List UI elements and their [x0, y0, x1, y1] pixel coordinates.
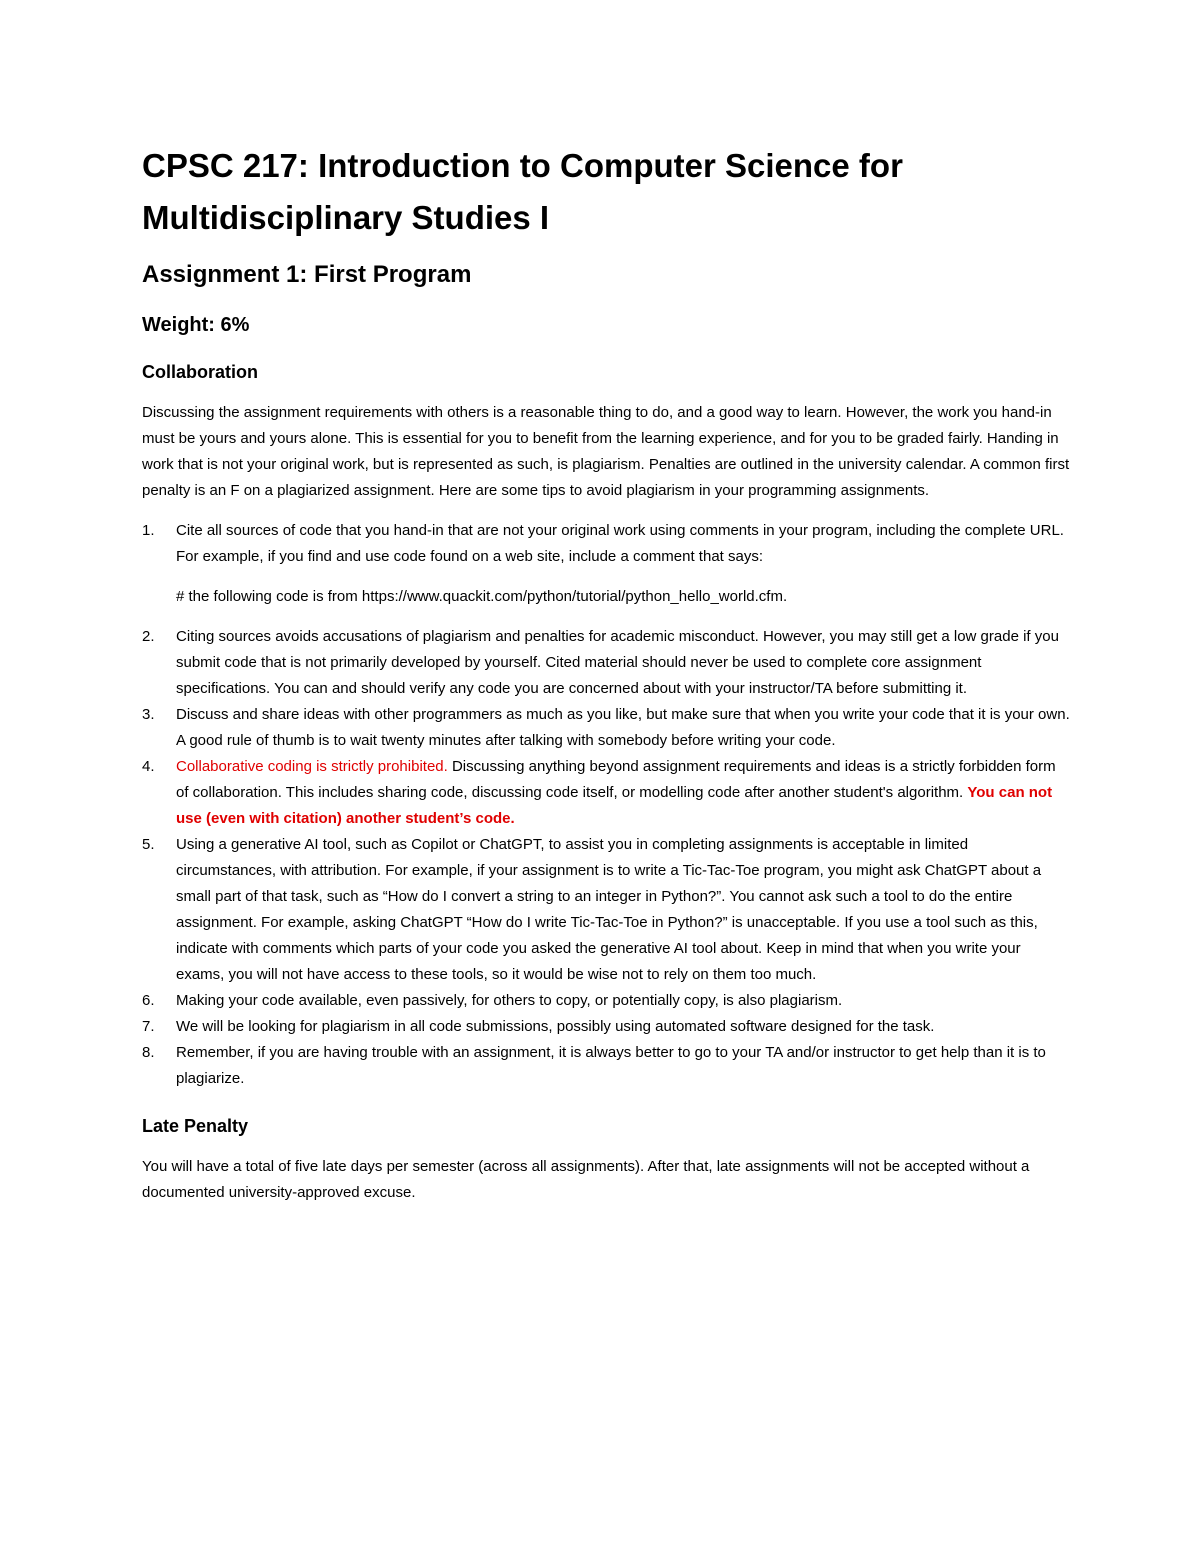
- list-item: [142, 754, 1072, 832]
- late-penalty-heading: Late Penalty: [142, 1116, 249, 1136]
- assignment-title: Assignment 1: First Program: [142, 261, 472, 288]
- citation-example: # the following code is from https://www.quackit.com/python/tutorial/python_hello_world.cfm.: [176, 588, 788, 605]
- document-title: CPSC 217: Introduction to Computer Science for Multidisciplinary Studies I: [142, 147, 903, 236]
- list-item-text: Making your code available, even passively, for others to copy, or potentially copy, is also plagiarism.: [176, 992, 843, 1009]
- weight-heading: Weight: 6%: [142, 314, 250, 336]
- list-item-text: Remember, if you are having trouble with an assignment, it is always better to go to your TA and/or instructor to get help than it is to plagiarize.: [176, 1044, 1046, 1087]
- list-number: 7.: [142, 1018, 155, 1035]
- list-number: 6.: [142, 992, 155, 1009]
- list-number: 1.: [142, 522, 155, 539]
- list-item-text: Using a generative AI tool, such as Copilot or ChatGPT, to assist you in completing assignments is acceptable in limited circumstances, with attribution. For example, if your assignment is to write a Tic-Tac-Toe program, you might ask ChatGPT about a small part of that task, such as “How do I convert a string to an integer in Python?”. You cannot ask such a tool to do the entire assignment. For example, asking ChatGPT “How do I write Tic-Tac-Toe in Python?” is unacceptable. If you use a tool such as this, indicate with comments which parts of your code you asked the generative AI tool about. Keep in mind that when you write your exams, you will not have access to these tools, so it would be wise not to rely on them too much.: [176, 836, 1042, 983]
- prohibition-warning: Collaborative coding is strictly prohibited.: [176, 758, 448, 775]
- list-item: [142, 832, 1072, 988]
- document-page: [142, 140, 1072, 1206]
- list-item: [142, 624, 1072, 702]
- list-number: 2.: [142, 628, 155, 645]
- collaboration-heading: Collaboration: [142, 362, 258, 382]
- list-item: [142, 988, 1072, 1014]
- list-item-text: Citing sources avoids accusations of plagiarism and penalties for academic misconduct. However, you may still get a low grade if you submit code that is not primarily developed by yourself. Cited material should never be used to complete core assignment specifications. You can and should verify any code you are concerned about with your instructor/TA before submitting it.: [176, 628, 1059, 697]
- list-item-text: We will be looking for plagiarism in all code submissions, possibly using automated software designed for the task.: [176, 1018, 935, 1035]
- list-item: [142, 1014, 1072, 1040]
- citation-warning: You can not use (even with citation) another student’s code.: [176, 784, 1053, 827]
- list-number: 5.: [142, 836, 155, 853]
- plagiarism-tips-list: [142, 518, 1072, 1092]
- collaboration-paragraph: Discussing the assignment requirements with others is a reasonable thing to do, and a good way to learn. However, the work you hand-in must be yours and yours alone. This is essential for you to benefit from the learning experience, and for you to be graded fairly. Handing in work that is not your original work, but is represented as such, is plagiarism. Penalties are outlined in the university calendar. A common first penalty is an F on a plagiarized assignment. Here are some tips to avoid plagiarism in your programming assignments.: [142, 404, 1070, 499]
- list-number: 8.: [142, 1044, 155, 1061]
- list-item: [142, 1040, 1072, 1092]
- list-number: 4.: [142, 758, 155, 775]
- list-item: [142, 702, 1072, 754]
- list-number: 3.: [142, 706, 155, 723]
- list-item-text: Cite all sources of code that you hand-in that are not your original work using comments in your program, including the complete URL. For example, if you find and use code found on a web site, include a comment that says:: [176, 522, 1064, 565]
- list-item-text: Discussing anything beyond assignment requirements and ideas is a strictly forbidden form of collaboration. This includes sharing code, discussing code itself, or modelling code after another student's algorithm.: [176, 758, 1056, 801]
- list-item-text: Discuss and share ideas with other programmers as much as you like, but make sure that when you write your code that it is your own. A good rule of thumb is to wait twenty minutes after talking with somebody before writing your code.: [176, 706, 1070, 749]
- list-item: [142, 518, 1072, 610]
- late-penalty-paragraph: You will have a total of five late days per semester (across all assignments). After that, late assignments will not be accepted without a documented university-approved excuse.: [142, 1158, 1030, 1201]
